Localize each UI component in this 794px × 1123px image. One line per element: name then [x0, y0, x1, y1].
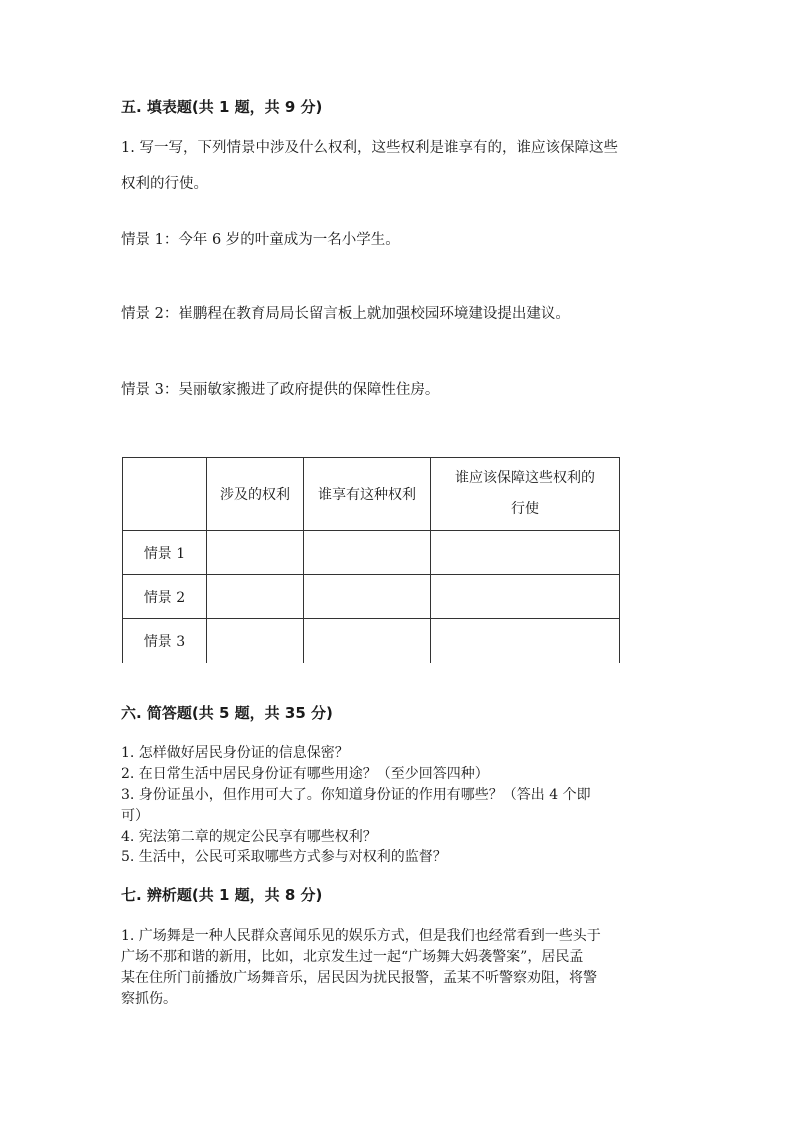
section7-heading: 七. 辨析题(共 1 题，共 8 分) — [121, 886, 323, 904]
section6-q1: 1. 怎样做好居民身份证的信息保密？ — [121, 745, 349, 761]
table-header-guarantor-line1: 谁应该保障这些权利的 — [455, 470, 595, 486]
section6-q4: 4. 宪法第二章的规定公民享有哪些权利？ — [121, 829, 377, 845]
section7-q1-line2: 广场不那和谐的新用，比如，北京发生过一起“广场舞大妈袭警案”，居民孟 — [121, 949, 584, 965]
table-cell[interactable] — [207, 531, 304, 575]
section6-q5: 5. 生活中，公民可采取哪些方式参与对权利的监督？ — [121, 849, 447, 865]
table-header-row — [123, 458, 620, 531]
table-cell[interactable] — [431, 575, 620, 619]
scene1-text: 情景 1：今年 6 岁的叶童成为一名小学生。 — [121, 232, 400, 248]
section6-q2: 2. 在日常生活中居民身份证有哪些用途？（至少回答四种） — [121, 766, 489, 782]
section5-heading: 五. 填表题(共 1 题，共 9 分) — [121, 98, 323, 116]
table-row-label: 情景 2 — [123, 575, 207, 619]
scene2-text: 情景 2：崔鹏程在教育局局长留言板上就加强校园环境建设提出建议。 — [121, 306, 570, 322]
section6-heading: 六. 简答题(共 5 题，共 35 分) — [121, 704, 333, 722]
table-cell[interactable] — [207, 619, 304, 663]
table-cell[interactable] — [304, 575, 431, 619]
table-header-empty — [123, 458, 207, 531]
table-cell[interactable] — [431, 531, 620, 575]
fill-in-table — [122, 457, 620, 663]
scene3-text: 情景 3：吴丽敏家搬进了政府提供的保障性住房。 — [121, 382, 440, 398]
table-row-label: 情景 1 — [123, 531, 207, 575]
table-row — [123, 575, 620, 619]
section7-q1-line1: 1. 广场舞是一种人民群众喜闻乐见的娱乐方式，但是我们也经常看到一些头于 — [121, 928, 601, 944]
section7-q1-line4: 察抓伤。 — [121, 991, 177, 1007]
table-header-guarantor — [431, 458, 620, 531]
section6-q3-line2: 可） — [121, 808, 149, 824]
table-cell[interactable] — [207, 575, 304, 619]
table-cell[interactable] — [304, 619, 431, 663]
table-cell[interactable] — [431, 619, 620, 663]
table-header-right: 涉及的权利 — [207, 458, 304, 531]
table-row — [123, 619, 620, 663]
section5-q1-line1: 1. 写一写，下列情景中涉及什么权利，这些权利是谁享有的，谁应该保障这些 — [121, 140, 618, 156]
table-header-holder: 谁享有这种权利 — [304, 458, 431, 531]
table-row-label: 情景 3 — [123, 619, 207, 663]
section6-q3-line1: 3. 身份证虽小，但作用可大了。你知道身份证的作用有哪些？（答出 4 个即 — [121, 787, 591, 803]
table-row — [123, 531, 620, 575]
section5-q1-line2: 权利的行使。 — [121, 176, 208, 192]
section7-q1-line3: 某在住所门前播放广场舞音乐，居民因为扰民报警，孟某不听警察劝阻，将警 — [121, 970, 597, 986]
table-header-guarantor-line2: 行使 — [511, 501, 539, 517]
table-cell[interactable] — [304, 531, 431, 575]
